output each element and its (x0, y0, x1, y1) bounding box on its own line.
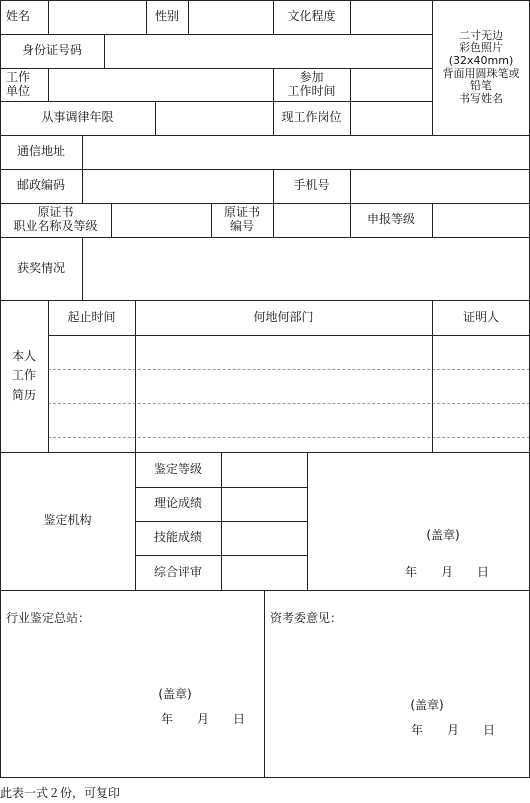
station-date: 年 月 日 (160, 712, 245, 727)
name-field[interactable] (49, 1, 145, 33)
resume-entries[interactable] (49, 336, 529, 451)
postal-code-field[interactable] (83, 170, 272, 202)
education-field[interactable] (351, 1, 431, 33)
join-work-time-field[interactable] (351, 69, 431, 100)
appraisal-level-label: 鉴定等级 (153, 461, 202, 476)
work-unit-field[interactable] (49, 69, 272, 100)
overall-review-label: 综合评审 (153, 564, 202, 579)
committee-seal: (盖章) (410, 698, 444, 713)
committee-date: 年 月 日 (410, 723, 495, 738)
join-work-time-label: 参加 工作时间 (287, 69, 336, 98)
gender-label: 性别 (154, 9, 179, 24)
orig-cert-no-label: 原证书 编号 (223, 205, 260, 233)
resume-header-witness: 证明人 (462, 309, 499, 324)
resume-header-period: 起止时间 (67, 309, 116, 324)
resume-header-place: 何地何部门 (253, 309, 314, 324)
photo-placeholder[interactable]: 二寸无边 彩色照片 (32x40mm) 背面用圆珠笔或 铅笔 书写姓名 (442, 28, 520, 105)
address-field[interactable] (83, 136, 529, 168)
current-post-label: 现工作岗位 (281, 110, 342, 125)
org-seal: (盖章) (426, 528, 460, 543)
apply-level-label: 申报等级 (366, 212, 415, 227)
work-unit-label: 工作 单位 (6, 69, 31, 98)
current-post-field[interactable] (351, 102, 431, 134)
theory-score-label: 理论成绩 (153, 496, 202, 511)
appraisal-org-label: 鉴定机构 (43, 513, 92, 528)
skill-score-label: 技能成绩 (153, 530, 202, 545)
footer-note: 此表一式２份，可复印 (0, 786, 121, 801)
committee-label: 资考委意见： (270, 611, 343, 626)
station-seal: (盖章) (158, 687, 192, 702)
overall-review-field[interactable] (222, 556, 306, 589)
theory-score-field[interactable] (222, 488, 306, 520)
resume-label: 本人 工作 简历 (11, 349, 36, 402)
education-label: 文化程度 (287, 9, 336, 24)
mobile-field[interactable] (351, 170, 529, 202)
tuning-years-field[interactable] (156, 102, 272, 134)
gender-field[interactable] (189, 1, 272, 33)
orig-cert-title-label: 原证书 职业名称及等级 (13, 205, 98, 233)
awards-label: 获奖情况 (16, 260, 65, 275)
skill-score-field[interactable] (222, 522, 306, 554)
orig-cert-no-field[interactable] (274, 204, 349, 236)
address-label: 通信地址 (16, 144, 65, 159)
apply-level-field[interactable] (433, 204, 529, 236)
mobile-label: 手机号 (293, 178, 330, 193)
awards-field[interactable] (83, 238, 529, 299)
tuning-years-label: 从事调律年限 (41, 110, 114, 125)
appraisal-level-field[interactable] (222, 453, 306, 486)
id-number-label: 身份证号码 (21, 43, 82, 58)
name-label: 姓名 (6, 9, 31, 24)
orig-cert-title-field[interactable] (112, 204, 210, 236)
id-number-field[interactable] (105, 35, 431, 67)
station-label: 行业鉴定总站： (6, 611, 91, 626)
org-date: 年 月 日 (404, 565, 489, 580)
postal-code-label: 邮政编码 (16, 178, 65, 193)
